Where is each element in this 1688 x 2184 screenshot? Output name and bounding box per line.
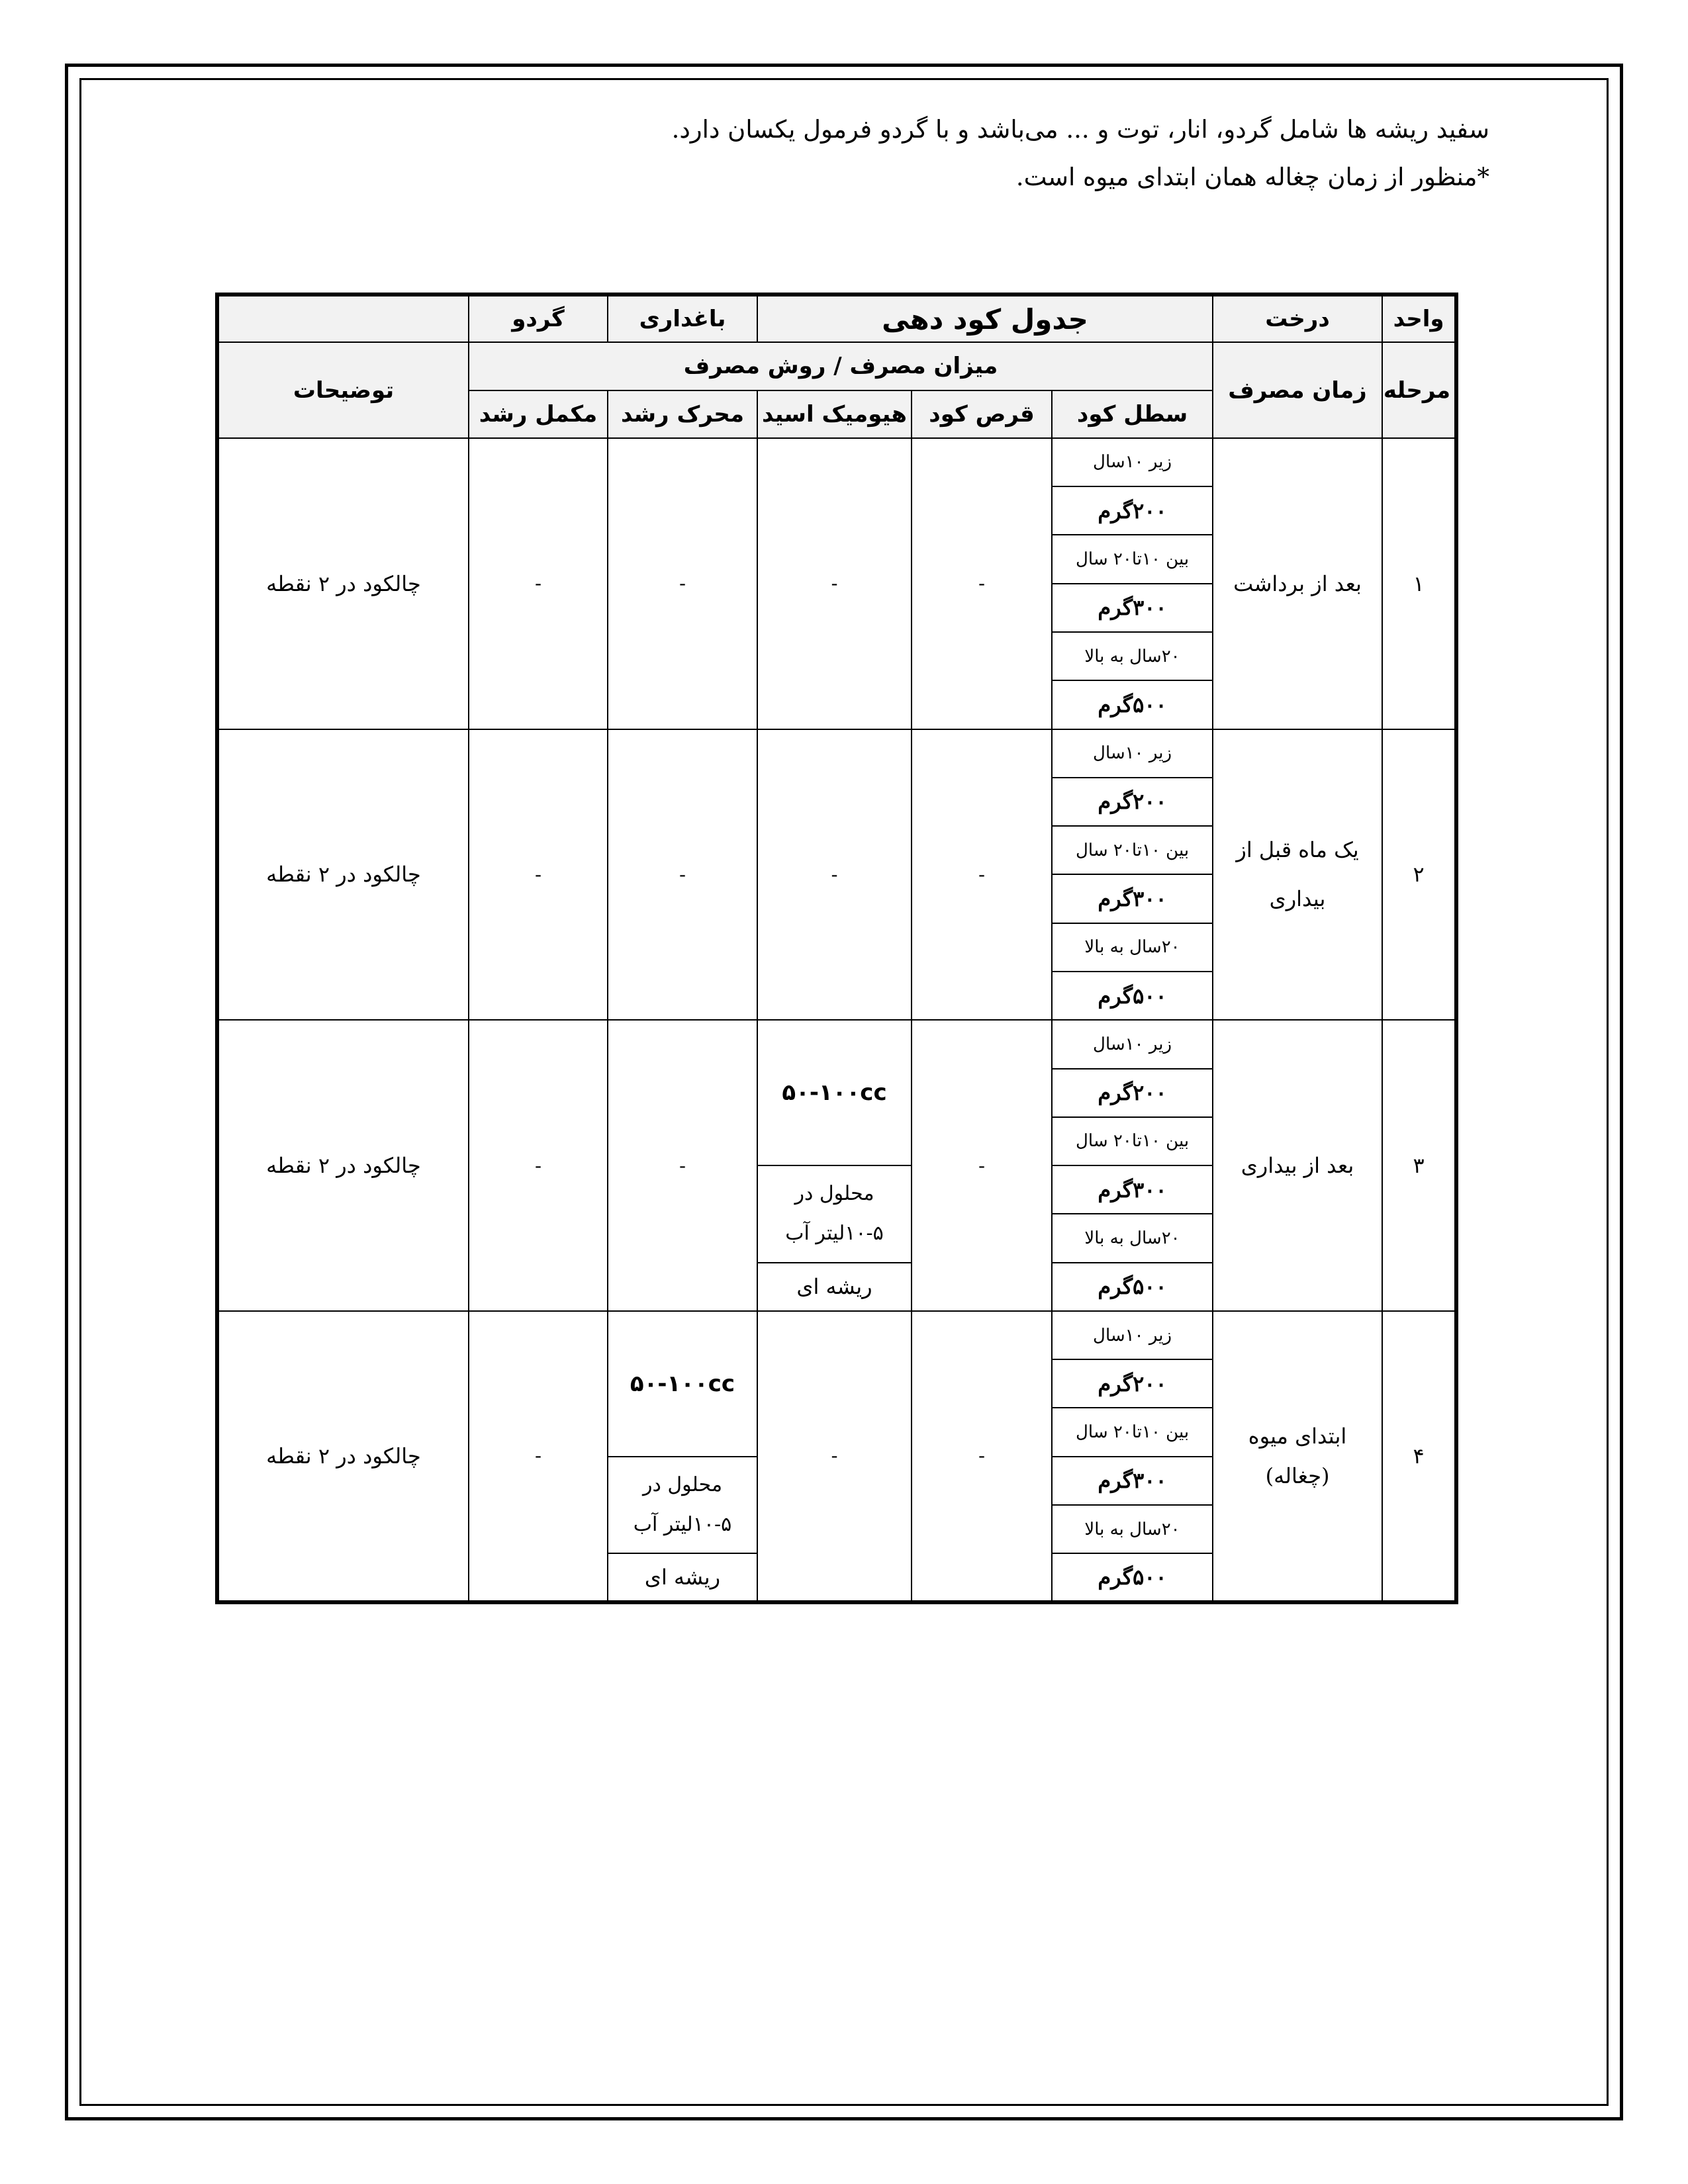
humic-dose [757,1020,912,1165]
bucket-amount: ۲۰۰گرم [1052,1359,1213,1408]
bucket-amount: ۵۰۰گرم [1052,1263,1213,1311]
tablet-value: - [912,1311,1052,1602]
bucket-amount: ۳۰۰گرم [1052,1165,1213,1214]
stage-number: ۴ [1382,1311,1456,1602]
stage-notes: چالکود در ۲ نقطه [217,1311,469,1602]
stage-notes: چالکود در ۲ نقطه [217,438,469,729]
header-supplement: مکمل رشد [469,390,608,438]
bucket-amount: ۲۰۰گرم [1052,1069,1213,1117]
bucket-amount: ۲۰۰گرم [1052,778,1213,826]
table-title: جدول کود دهی [757,295,1213,342]
header-stage: مرحله [1382,342,1456,438]
tablet-value: - [912,729,1052,1021]
bucket-age: ۲۰سال به بالا [1052,632,1213,680]
bucket-age: زیر ۱۰سال [1052,438,1213,486]
supplement-value: - [469,729,608,1021]
bucket-amount: ۵۰۰گرم [1052,972,1213,1020]
supplement-value: - [469,438,608,729]
header-amount-method: میزان مصرف / روش مصرف [469,342,1213,390]
growth-dose-text: ۵۰-۱۰۰cc [630,1370,735,1397]
growth-value: - [608,729,757,1021]
bucket-age: بین ۱۰تا۲۰ سال [1052,1117,1213,1165]
supplement-value: - [469,1311,608,1602]
bucket-age: ۲۰سال به بالا [1052,923,1213,972]
header-empty [217,295,469,342]
growth-solution: محلول در ۵-۱۰لیتر آب [608,1457,757,1554]
header-garden: باغداری [608,295,757,342]
growth-dose [608,1311,757,1457]
header-walnut: گردو [469,295,608,342]
intro-line-2: *منظور از زمان چغاله همان ابتدای میوه است. [1015,163,1489,191]
header-tablet: قرص کود [912,390,1052,438]
header-bucket: سطل کود [1052,390,1213,438]
stage-time: ابتدای میوه (چغاله) [1213,1311,1382,1602]
bucket-age: ۲۰سال به بالا [1052,1214,1213,1262]
header-time: زمان مصرف [1213,342,1382,438]
bucket-age: ۲۰سال به بالا [1052,1505,1213,1553]
bucket-amount: ۳۰۰گرم [1052,874,1213,923]
stage-number: ۲ [1382,729,1456,1021]
bucket-age: بین ۱۰تا۲۰ سال [1052,535,1213,583]
bucket-amount: ۳۰۰گرم [1052,584,1213,632]
stage-time: بعد از بیداری [1213,1020,1382,1311]
growth-value: - [608,1020,757,1311]
bucket-age: بین ۱۰تا۲۰ سال [1052,826,1213,874]
humic-value: - [757,729,912,1021]
humic-solution: محلول در ۵-۱۰لیتر آب [757,1165,912,1263]
header-humic: هیومیک اسید [757,390,912,438]
header-growth: محرک رشد [608,390,757,438]
tablet-value: - [912,438,1052,729]
bucket-amount: ۵۰۰گرم [1052,680,1213,729]
bucket-age: زیر ۱۰سال [1052,1311,1213,1359]
intro-text [199,106,1489,201]
bucket-age: زیر ۱۰سال [1052,1020,1213,1068]
bucket-amount: ۳۰۰گرم [1052,1457,1213,1505]
stage-number: ۱ [1382,438,1456,729]
humic-method: ریشه ای [757,1263,912,1311]
header-notes: توضیحات [217,342,469,438]
intro-line-1: سفید ریشه ها شامل گردو، انار، توت و ... می‌باشد و با گردو فرمول یکسان دارد. [671,115,1489,144]
stage-number: ۳ [1382,1020,1456,1311]
bucket-amount: ۵۰۰گرم [1052,1553,1213,1602]
stage-time: بعد از برداشت [1213,438,1382,729]
supplement-value: - [469,1020,608,1311]
humic-value: - [757,438,912,729]
bucket-amount: ۲۰۰گرم [1052,486,1213,535]
stage-notes: چالکود در ۲ نقطه [217,729,469,1021]
bucket-age: زیر ۱۰سال [1052,729,1213,778]
humic-value: - [757,1311,912,1602]
stage-notes: چالکود در ۲ نقطه [217,1020,469,1311]
stage-time: یک ماه قبل از بیداری [1213,729,1382,1021]
header-tree: درخت [1213,295,1382,342]
bucket-age: بین ۱۰تا۲۰ سال [1052,1408,1213,1456]
header-unit: واحد [1382,295,1456,342]
humic-dose-text: ۵۰-۱۰۰cc [782,1079,887,1107]
growth-method: ریشه ای [608,1553,757,1602]
growth-value: - [608,438,757,729]
tablet-value: - [912,1020,1052,1311]
fertilizer-table [215,293,1458,1604]
